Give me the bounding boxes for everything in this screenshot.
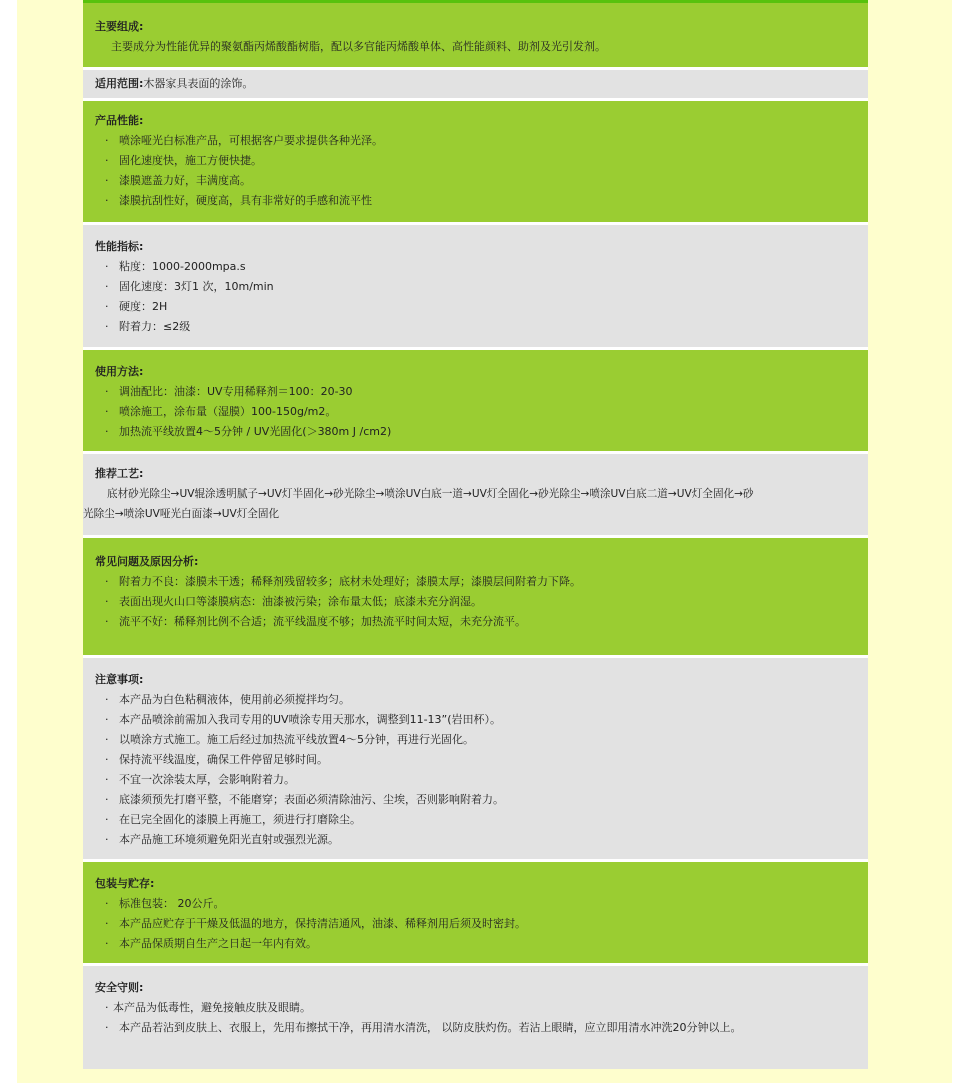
scope-text: 木器家具表面的涂饰。 — [143, 77, 254, 90]
section-safety — [83, 966, 868, 1069]
list-item: · 漆膜遮盖力好，丰满度高。 — [105, 174, 251, 187]
section-storage — [83, 862, 868, 963]
list-item: · 标准包装： 20公斤。 — [105, 897, 225, 910]
section-composition — [83, 3, 868, 67]
section-performance — [83, 101, 868, 222]
list-item: · 本产品施工环境须避免阳光直射或强烈光源。 — [105, 833, 339, 846]
section-title: 包装与贮存: — [95, 877, 155, 890]
list-item: · 本产品若沾到皮肤上、衣服上，先用布擦拭干净，再用清水清洗， 以防皮肤灼伤。若沾上眼睛，应立即用清水冲洗20分钟以上。 — [105, 1021, 742, 1034]
list-item: · 表面出现火山口等漆膜病态：油漆被污染；涂布量太低；底漆未充分润湿。 — [105, 595, 482, 608]
list-item: · 以喷涂方式施工。施工后经过加热流平线放置4～5分钟，再进行光固化。 — [105, 733, 474, 746]
section-notes — [83, 658, 868, 859]
section-title: 常见问题及原因分析: — [95, 555, 199, 568]
list-item: · 调油配比：油漆：UV专用稀释剂＝100：20-30 — [105, 385, 353, 398]
list-item: · 固化速度：3灯1 次，10m/min — [105, 280, 274, 293]
section-indicators — [83, 225, 868, 347]
list-item: · 附着力不良：漆膜未干透；稀释剂残留较多；底材未处理好；漆膜太厚；漆膜层间附着力下降。 — [105, 575, 581, 588]
list-item: · 本产品喷涂前需加入我司专用的UV喷涂专用天那水，调整到11-13”(岩田杯）。 — [105, 713, 502, 726]
section-title: 适用范围: — [95, 77, 144, 90]
list-item: · 流平不好：稀释剂比例不合适；流平线温度不够；加热流平时间太短，未充分流平。 — [105, 615, 526, 628]
list-item: · 本产品为低毒性，避免接触皮肤及眼睛。 — [105, 1001, 311, 1014]
list-item: · 喷涂哑光白标准产品，可根据客户要求提供各种光泽。 — [105, 134, 383, 147]
section-title: 产品性能: — [95, 114, 144, 127]
process-text-line-1: 底材砂光除尘→UV辊涂透明腻子→UV灯半固化→砂光除尘→喷涂UV白底一道→UV灯全固化→砂光除尘→喷涂UV白底二道→UV灯全固化→砂 — [107, 488, 754, 500]
section-title: 性能指标: — [95, 240, 144, 253]
list-item: · 底漆须预先打磨平整，不能磨穿；表面必须清除油污、尘埃，否则影响附着力。 — [105, 793, 504, 806]
section-scope — [83, 70, 868, 98]
scope-line — [95, 74, 868, 94]
list-item: · 本产品保质期自生产之日起一年内有效。 — [105, 937, 317, 950]
list-item: · 粘度：1000-2000mpa.s — [105, 260, 246, 273]
list-item: · 漆膜抗刮性好，硬度高，具有非常好的手感和流平性 — [105, 194, 372, 207]
section-process — [83, 454, 868, 535]
process-text-line-2: 光除尘→喷涂UV哑光白面漆→UV灯全固化 — [83, 508, 280, 520]
composition-text: 主要成分为性能优异的聚氨酯丙烯酸酯树脂，配以多官能丙烯酸单体、高性能颜料、助剂及光引发剂。 — [111, 40, 606, 53]
list-item: · 在已完全固化的漆膜上再施工，须进行打磨除尘。 — [105, 813, 361, 826]
list-item: · 本产品为白色粘稠液体，使用前必须搅拌均匀。 — [105, 693, 350, 706]
section-title: 使用方法: — [95, 365, 144, 378]
section-problems — [83, 538, 868, 655]
list-item: · 固化速度快，施工方便快捷。 — [105, 154, 262, 167]
list-item: · 加热流平线放置4～5分钟 / UV光固化(＞380m J /cm2) — [105, 425, 392, 438]
list-item: · 本产品应贮存于干燥及低温的地方，保持清洁通风，油漆、稀释剂用后须及时密封。 — [105, 917, 526, 930]
list-item: · 不宜一次涂装太厚，会影响附着力。 — [105, 773, 295, 786]
product-sheet — [83, 0, 868, 1070]
section-title: 主要组成: — [95, 20, 144, 33]
section-title: 注意事项: — [95, 673, 144, 686]
section-usage — [83, 350, 868, 451]
list-item: · 硬度：2H — [105, 300, 168, 313]
list-item: · 保持流平线温度，确保工件停留足够时间。 — [105, 753, 328, 766]
section-title: 安全守则: — [95, 981, 144, 994]
section-title: 推荐工艺: — [95, 467, 144, 480]
list-item: · 喷涂施工，涂布量（湿膜）100-150g/m2。 — [105, 405, 337, 418]
list-item: · 附着力：≤2级 — [105, 320, 191, 333]
